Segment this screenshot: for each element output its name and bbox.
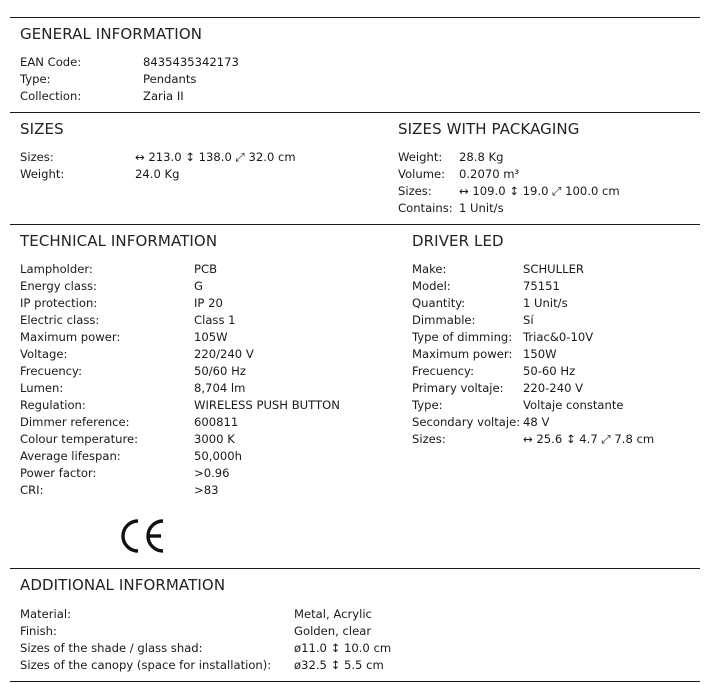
driver-led-heading: DRIVER LED bbox=[412, 232, 504, 250]
field-value: 50/60 Hz bbox=[194, 364, 246, 378]
field-value: 50,000h bbox=[194, 449, 242, 463]
field-label: Lumen: bbox=[20, 381, 64, 395]
sizes-packaging-table bbox=[398, 149, 620, 217]
field-label: Maximum power: bbox=[412, 347, 513, 361]
field-value: ø11.0 ↕ 10.0 cm bbox=[294, 641, 392, 655]
field-label: Type of dimming: bbox=[412, 330, 513, 344]
divider-bottom bbox=[10, 681, 700, 682]
table-row bbox=[20, 149, 296, 166]
field-label: CRI: bbox=[20, 483, 44, 497]
technical-information-heading: TECHNICAL INFORMATION bbox=[20, 232, 218, 250]
field-value: 0.2070 m³ bbox=[459, 167, 520, 181]
field-value: 600811 bbox=[194, 415, 239, 429]
table-row bbox=[20, 71, 239, 88]
field-value: 8435435342173 bbox=[143, 55, 239, 69]
table-row bbox=[20, 482, 340, 499]
field-value: 105W bbox=[194, 330, 228, 344]
field-label: Frecuency: bbox=[20, 364, 82, 378]
field-value: Zaria II bbox=[143, 89, 184, 103]
field-label: Average lifespan: bbox=[20, 449, 121, 463]
divider-general bbox=[10, 112, 700, 113]
field-label: Sizes of the shade / glass shad: bbox=[20, 641, 203, 655]
field-label: Finish: bbox=[20, 624, 57, 638]
table-row bbox=[20, 166, 296, 183]
table-row bbox=[398, 200, 620, 217]
additional-information-table bbox=[20, 606, 391, 674]
field-label: Dimmable: bbox=[412, 313, 476, 327]
field-value: G bbox=[194, 279, 203, 293]
field-label: IP protection: bbox=[20, 296, 98, 310]
table-row bbox=[398, 183, 620, 200]
field-label: Contains: bbox=[398, 201, 453, 215]
field-label: Lampholder: bbox=[20, 262, 93, 276]
field-value: 8,704 lm bbox=[194, 381, 246, 395]
field-value: ↔ 25.6 ↕ 4.7 ⤢ 7.8 cm bbox=[523, 432, 655, 446]
field-label: Type: bbox=[20, 72, 51, 86]
field-value: Sí bbox=[523, 313, 534, 327]
field-label: Volume: bbox=[398, 167, 446, 181]
table-row bbox=[20, 640, 391, 657]
table-row bbox=[412, 431, 654, 448]
field-value: >0.96 bbox=[194, 466, 230, 480]
table-row bbox=[20, 606, 391, 623]
field-label: Weight: bbox=[20, 167, 65, 181]
field-label: Secondary voltaje: bbox=[412, 415, 521, 429]
field-value: 220-240 V bbox=[523, 381, 584, 395]
table-row bbox=[20, 312, 340, 329]
additional-information-heading: ADDITIONAL INFORMATION bbox=[20, 576, 226, 594]
field-label: Make: bbox=[412, 262, 447, 276]
table-row bbox=[412, 363, 654, 380]
field-value: SCHULLER bbox=[523, 262, 584, 276]
table-row bbox=[20, 278, 340, 295]
divider-technical bbox=[10, 568, 700, 569]
field-label: Sizes of the canopy (space for installation): bbox=[20, 658, 272, 672]
general-information-heading: GENERAL INFORMATION bbox=[20, 25, 203, 43]
field-value: Metal, Acrylic bbox=[294, 607, 372, 621]
table-row bbox=[20, 431, 340, 448]
field-value: ø32.5 ↕ 5.5 cm bbox=[294, 658, 384, 672]
field-value: IP 20 bbox=[194, 296, 223, 310]
driver-led-table bbox=[412, 261, 654, 448]
sizes-table bbox=[20, 149, 296, 183]
technical-information-table bbox=[20, 261, 340, 499]
table-row bbox=[412, 261, 654, 278]
table-row bbox=[412, 295, 654, 312]
table-row bbox=[412, 346, 654, 363]
table-row bbox=[20, 54, 239, 71]
field-value: 1 Unit/s bbox=[459, 201, 504, 215]
table-row bbox=[20, 261, 340, 278]
table-row bbox=[20, 346, 340, 363]
field-value: ↔ 109.0 ↕ 19.0 ⤢ 100.0 cm bbox=[459, 184, 620, 198]
table-row bbox=[412, 397, 654, 414]
table-row bbox=[20, 623, 391, 640]
field-label: EAN Code: bbox=[20, 55, 82, 69]
field-label: Quantity: bbox=[412, 296, 466, 310]
table-row bbox=[20, 414, 340, 431]
field-label: Sizes: bbox=[412, 432, 446, 446]
field-value: Class 1 bbox=[194, 313, 236, 327]
field-label: Sizes: bbox=[398, 184, 432, 198]
table-row bbox=[20, 465, 340, 482]
table-row bbox=[20, 397, 340, 414]
field-label: Electric class: bbox=[20, 313, 100, 327]
field-label: Type: bbox=[412, 398, 443, 412]
field-value: 75151 bbox=[523, 279, 560, 293]
table-row bbox=[412, 329, 654, 346]
table-row bbox=[20, 657, 391, 674]
table-row bbox=[398, 166, 620, 183]
table-row bbox=[412, 380, 654, 397]
field-value: 1 Unit/s bbox=[523, 296, 568, 310]
field-value: 28.8 Kg bbox=[459, 150, 504, 164]
field-value: >83 bbox=[194, 483, 219, 497]
table-row bbox=[412, 312, 654, 329]
table-row bbox=[20, 380, 340, 397]
field-label: Regulation: bbox=[20, 398, 86, 412]
field-label: Model: bbox=[412, 279, 451, 293]
field-label: Maximum power: bbox=[20, 330, 121, 344]
field-label: Frecuency: bbox=[412, 364, 474, 378]
divider-sizes bbox=[10, 224, 700, 225]
table-row bbox=[20, 363, 340, 380]
table-row bbox=[20, 295, 340, 312]
field-label: Energy class: bbox=[20, 279, 97, 293]
table-row bbox=[412, 278, 654, 295]
field-value: 24.0 Kg bbox=[135, 167, 180, 181]
field-value: Voltaje constante bbox=[523, 398, 624, 412]
field-value: WIRELESS PUSH BUTTON bbox=[194, 398, 340, 412]
table-row bbox=[20, 329, 340, 346]
table-row bbox=[20, 448, 340, 465]
field-label: Collection: bbox=[20, 89, 82, 103]
general-information-table bbox=[20, 54, 239, 105]
divider-top bbox=[10, 17, 700, 18]
field-label: Dimmer reference: bbox=[20, 415, 130, 429]
field-label: Weight: bbox=[398, 150, 443, 164]
field-label: Primary voltaje: bbox=[412, 381, 504, 395]
table-row bbox=[412, 414, 654, 431]
field-value: 150W bbox=[523, 347, 557, 361]
field-value: ↔ 213.0 ↕ 138.0 ⤢ 32.0 cm bbox=[135, 150, 296, 164]
table-row bbox=[398, 149, 620, 166]
field-value: 50-60 Hz bbox=[523, 364, 576, 378]
sizes-heading: SIZES bbox=[20, 120, 64, 138]
ce-mark-icon bbox=[118, 515, 168, 557]
field-value: Golden, clear bbox=[294, 624, 372, 638]
field-value: 48 V bbox=[523, 415, 550, 429]
field-label: Sizes: bbox=[20, 150, 54, 164]
field-value: Pendants bbox=[143, 72, 197, 86]
field-label: Voltage: bbox=[20, 347, 68, 361]
table-row bbox=[20, 88, 239, 105]
field-label: Power factor: bbox=[20, 466, 97, 480]
field-label: Colour temperature: bbox=[20, 432, 139, 446]
field-value: 220/240 V bbox=[194, 347, 254, 361]
field-label: Material: bbox=[20, 607, 72, 621]
sizes-packaging-heading: SIZES WITH PACKAGING bbox=[398, 120, 580, 138]
field-value: 3000 K bbox=[194, 432, 235, 446]
field-value: Triac&0-10V bbox=[523, 330, 594, 344]
field-value: PCB bbox=[194, 262, 218, 276]
